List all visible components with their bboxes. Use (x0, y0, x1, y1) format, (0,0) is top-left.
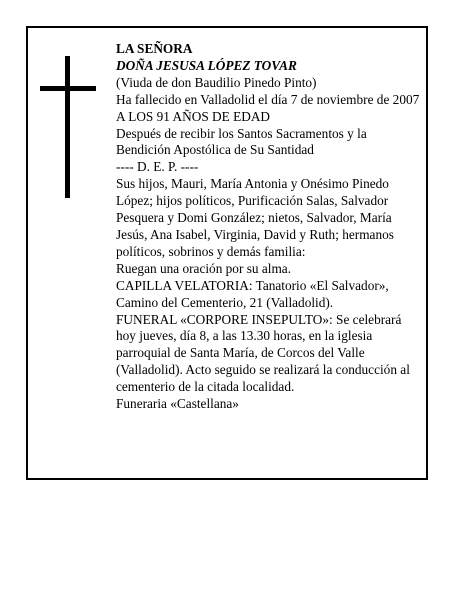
cross-vertical-bar (65, 56, 70, 198)
widow-of-line: (Viuda de don Baudilio Pinedo Pinto) (116, 74, 317, 90)
sacraments-line: Después de recibir los Santos Sacramentos y la Bendición Apostólica de Su Santidad (116, 125, 367, 158)
rip-line: ---- D. E. P. ---- (116, 159, 199, 175)
death-line: Ha fallecido en Valladolid el día 7 de noviembre de 2007 (116, 91, 420, 107)
cross-horizontal-bar (40, 86, 96, 91)
age-line: A LOS 91 AÑOS DE EDAD (116, 108, 271, 124)
obituary-text (116, 41, 421, 413)
deceased-name: DOÑA JESUSA LÓPEZ TOVAR (116, 57, 297, 73)
notice-title: LA SEÑORA (116, 41, 193, 56)
cross-icon (40, 56, 96, 198)
funeral-home: Funeraria «Castellana» (116, 396, 239, 412)
funeral-info: FUNERAL «CORPORE INSEPULTO»: Se celebrará hoy jueves, día 8, a las 13.30 horas, en la iglesia parroquial de Santa María, de Corcos del Valle (Valladolid). Acto seguido se realizará la conducción al cementerio de la citada localidad. (116, 311, 410, 395)
obituary-notice (26, 26, 428, 480)
family-paragraph: Sus hijos, Mauri, María Antonia y Onésimo Pinedo López; hijos políticos, Purificación Salas, Salvador Pesquera y Domi González; nietos, Salvador, María Jesús, Ana Isabel, Virginia, David y Ruth; hermanos políticos, sobrinos y demás familia: (116, 176, 394, 259)
chapel-info: CAPILLA VELATORIA: Tanatorio «El Salvador», Camino del Cementerio, 21 (Valladolid). (116, 277, 389, 310)
prayer-request: Ruegan una oración por su alma. (116, 260, 292, 276)
